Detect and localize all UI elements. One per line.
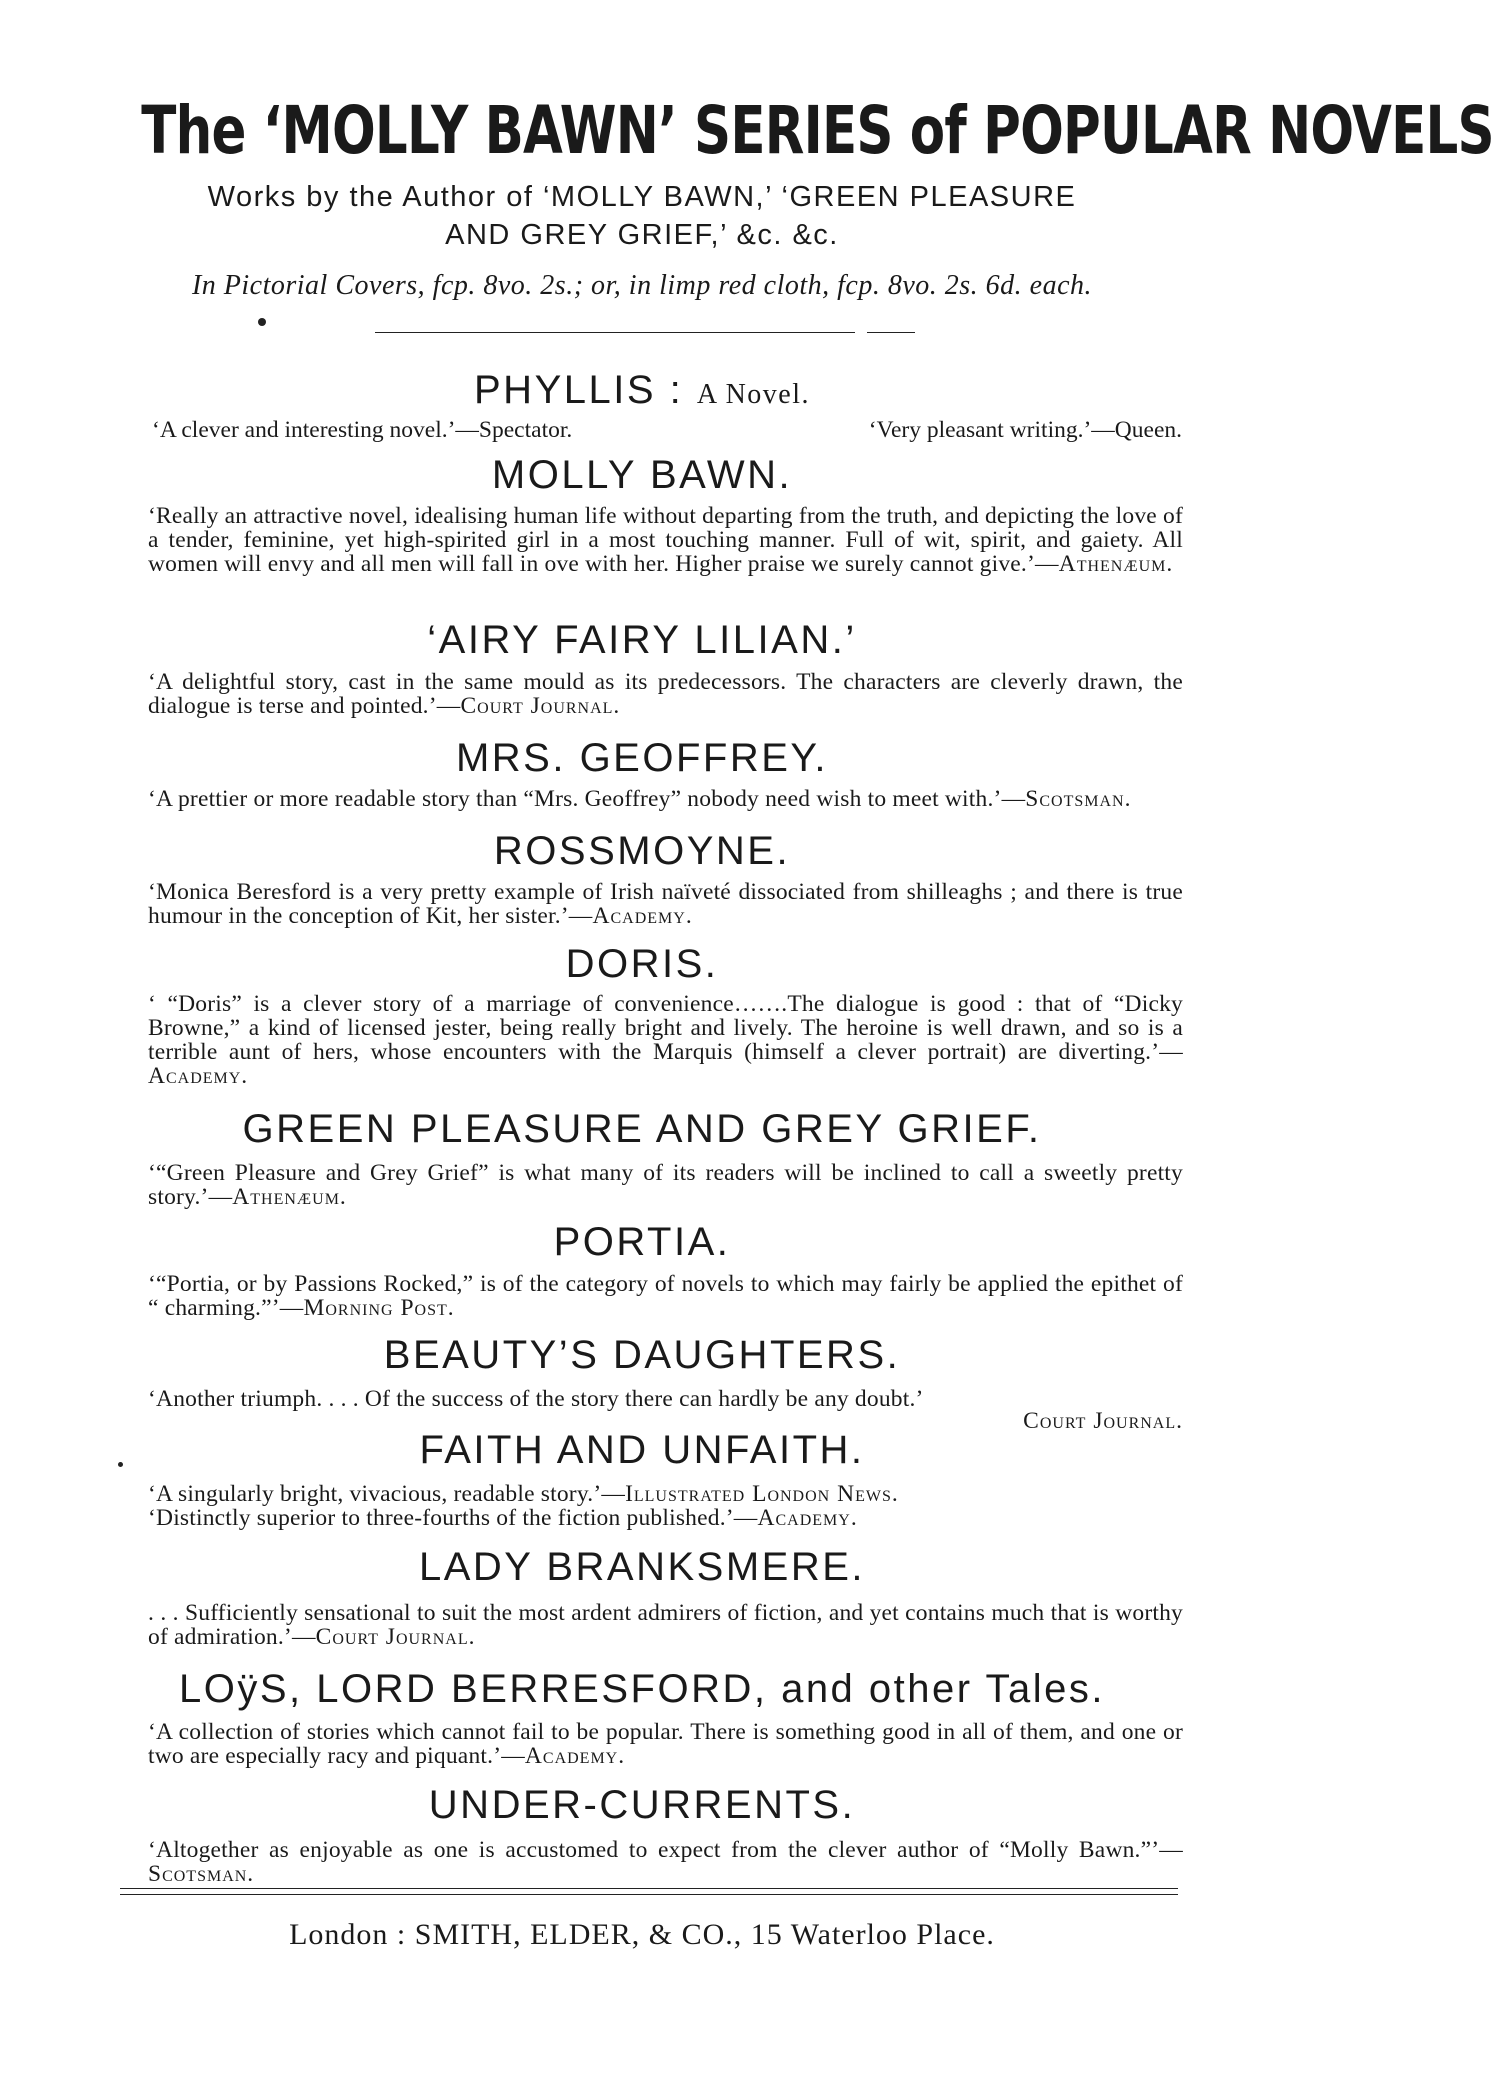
- review-source: Morning Post.: [303, 1295, 455, 1321]
- novel-title-portia: PORTIA.: [553, 1220, 731, 1264]
- review-source: Academy.: [524, 1743, 626, 1769]
- review-airy-fairy-lilian: ‘A delightful story, cast in the same mould as its predecessors. The characters are cleverly drawn, the dialogue is terse and pointed.’—Court Journal.: [148, 669, 1183, 719]
- review-source: Court Journal.: [315, 1624, 476, 1650]
- novel-title-molly-bawn: MOLLY BAWN.: [491, 453, 793, 497]
- divider-rule: [375, 332, 855, 333]
- review-source: Court Journal.: [460, 693, 621, 719]
- review-source: Athenæum.: [1058, 551, 1174, 577]
- novel-title-lady-branksmere: LADY BRANKSMERE.: [418, 1545, 866, 1589]
- publisher-imprint: London : SMITH, ELDER, & CO., 15 Waterloo Place.: [289, 1918, 995, 1951]
- novel-title-green-pleasure: GREEN PLEASURE AND GREY GRIEF.: [242, 1107, 1042, 1151]
- review-loys-lord-berresford: ‘A collection of stories which cannot fail to be popular. There is something good in all of them, and one or two are especially racy and piquant.’—Academy.: [148, 1719, 1183, 1769]
- review-faith-and-unfaith-2: ‘Distinctly superior to three-fourths of the fiction published.’—Academy.: [148, 1505, 858, 1531]
- novel-title-mrs-geoffrey: MRS. GEOFFREY.: [455, 736, 829, 780]
- divider-rule-short: [867, 332, 915, 333]
- footer-rule-bottom: [120, 1894, 1178, 1895]
- review-source: Athenæum.: [232, 1184, 347, 1210]
- review-pair-phyllis: [152, 417, 1182, 444]
- footer-rule-top: [120, 1888, 1178, 1889]
- review-source: Academy.: [148, 1063, 249, 1089]
- review-rossmoyne: ‘Monica Beresford is a very pretty example of Irish naïveté dissociated from shilleaghs ; and there is true humour in the conception of Kit, her sister.’—Academy.: [148, 879, 1183, 929]
- review-source: Scotsman.: [1025, 786, 1132, 812]
- print-mark: [258, 318, 266, 326]
- review-source-beautys-daughters: Court Journal.: [1023, 1408, 1183, 1434]
- review-source: Academy.: [757, 1505, 858, 1531]
- page-title: The ‘MOLLY BAWN’ SERIES of POPULAR NOVELS: [141, 92, 1494, 169]
- format-line: In Pictorial Covers, fcp. 8vo. 2s.; or, in limp red cloth, fcp. 8vo. 2s. 6d. each.: [191, 270, 1093, 301]
- novel-title-beautys-daughters: BEAUTY’S DAUGHTERS.: [383, 1333, 901, 1377]
- review-lady-branksmere: . . . Sufficiently sensational to suit the most ardent admirers of fiction, and yet contains much that is worthy of admiration.’—Court Journal.: [148, 1600, 1183, 1650]
- review-source: Scotsman.: [148, 1861, 255, 1887]
- review-beautys-daughters: ‘Another triumph. . . . Of the success of the story there can hardly be any doubt.’: [148, 1386, 924, 1412]
- review-source: Illustrated London News.: [625, 1481, 899, 1507]
- review-portia: ‘“Portia, or by Passions Rocked,” is of the category of novels to which may fairly be applied the epithet of “ charming.”’—Morning Post.: [148, 1271, 1183, 1321]
- novel-title-loys-lord-berresford: LOÿS, LORD BERRESFORD, and other Tales.: [179, 1667, 1105, 1711]
- review-faith-and-unfaith: ‘A singularly bright, vivacious, readable story.’—Illustrated London News.: [148, 1481, 899, 1507]
- review-under-currents: ‘Altogether as enjoyable as one is accustomed to expect from the clever author of “Molly Bawn.”’—Scotsman.: [148, 1837, 1183, 1887]
- review-phyllis-right: ‘Very pleasant writing.’—Queen.: [868, 417, 1182, 443]
- review-green-pleasure: ‘“Green Pleasure and Grey Grief” is what many of its readers will be inclined to call a sweetly pretty story.’—Athenæum.: [148, 1160, 1183, 1210]
- review-doris: ‘ “Doris” is a clever story of a marriage of convenience…….The dialogue is good : that of “Dicky Browne,” a kind of licensed jester, being really bright and lively. The heroine is well drawn, and so is a terrible aunt of hers, whose encounters with the Marquis (himself a clever portrait) are diverting.’—Academy.: [148, 991, 1183, 1089]
- novel-title-phyllis: PHYLLIS : A Novel.: [474, 368, 810, 412]
- review-phyllis-left: ‘A clever and interesting novel.’—Spectator.: [152, 417, 573, 443]
- novel-title-airy-fairy-lilian: ‘AIRY FAIRY LILIAN.’: [427, 618, 857, 662]
- novel-title-faith-and-unfaith: FAITH AND UNFAITH.: [419, 1428, 865, 1472]
- review-molly-bawn: ‘Really an attractive novel, idealising human life without departing from the truth, and depicting the love of a tender, feminine, yet high-spirited girl in a most touching manner. Full of wit, spirit, and gaiety. All women will envy and all men will fall in ove with her. Higher praise we surely cannot give.’—Athenæum.: [148, 503, 1183, 577]
- subtitle-line-2: AND GREY GRIEF,’ &c. &c.: [445, 219, 839, 251]
- novel-title-under-currents: UNDER-CURRENTS.: [428, 1783, 856, 1827]
- novel-title-suffix: A Novel.: [696, 379, 810, 410]
- novel-title-rossmoyne: ROSSMOYNE.: [493, 829, 791, 873]
- novel-title-doris: DORIS.: [565, 942, 719, 986]
- review-source: Academy.: [592, 903, 693, 929]
- review-mrs-geoffrey: ‘A prettier or more readable story than “Mrs. Geoffrey” nobody need wish to meet with.’—Scotsman.: [148, 786, 1132, 812]
- subtitle-line-1: Works by the Author of ‘MOLLY BAWN,’ ‘GREEN PLEASURE: [207, 181, 1077, 213]
